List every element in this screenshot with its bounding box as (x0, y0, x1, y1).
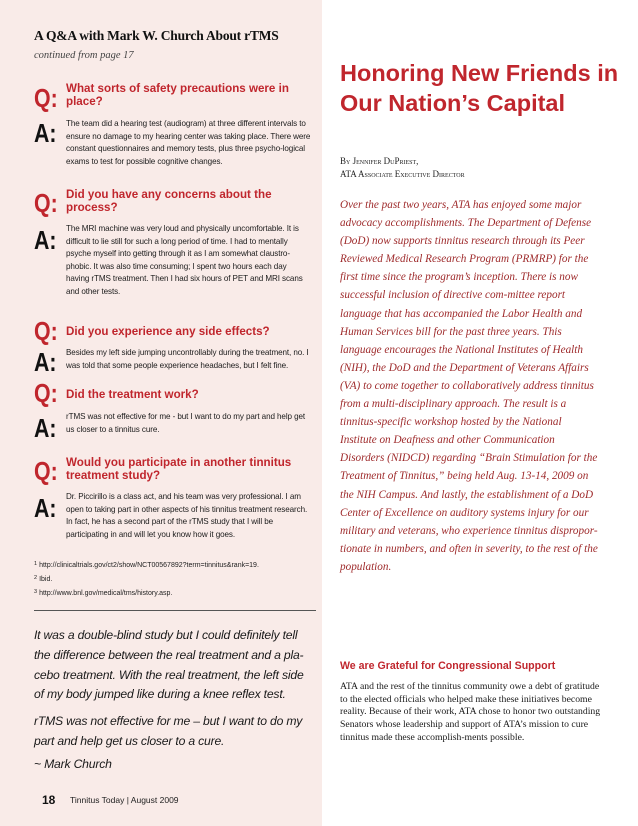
article-title: A Q&A with Mark W. Church About rTMS (34, 28, 279, 43)
answer-marker: A: (34, 118, 57, 148)
question-text: Would you participate in another tinnitus treatment study? (66, 456, 292, 482)
footnote (34, 572, 304, 586)
question-text: Did you experience any side effects? (66, 325, 270, 338)
answer-text: rTMS was not effective for me - but I want to do my part and help get us closer to a tinnitus cure. (66, 412, 306, 434)
pull-quote-attribution: ~ Mark Church (34, 757, 112, 771)
answer-marker: A: (34, 225, 57, 255)
answer-text: The team did a hearing test (audiogram) at three different intervals to ensure no damage to my hearing center was taking place. There were constant questionnaires and memory tests, plus three psycho-logical exams to test for possible cognitive changes. (66, 119, 311, 166)
byline (340, 155, 620, 181)
answer-marker: A: (34, 347, 57, 377)
pull-quote-paragraph: It was a double-blind study but I could definitely tell the difference between the real treatment and a pla-cebo treatment. With the real treatment, the left side of my body jumped like during a knee reflex test. (34, 628, 304, 702)
footnote-number: 1 (34, 561, 38, 567)
sidebar-headline: Honoring New Friends in Our Nation’s Capital (340, 60, 619, 116)
footnote-link[interactable]: http://www.bnl.gov/medical/tms/history.asp. (39, 590, 173, 597)
question-marker: Q: (34, 456, 58, 486)
pull-quote-paragraph: rTMS was not effective for me – but I want to do my part and help get us closer to a cure. (34, 714, 303, 748)
continued-note: continued from page 17 (34, 50, 134, 61)
question-marker: Q: (34, 316, 58, 346)
footnote-link[interactable]: http://clinicaltrials.gov/ct2/show/NCT00567892?term=tinnitus&rank=19. (39, 562, 259, 569)
section-subhead: We are Grateful for Congressional Support (340, 660, 556, 672)
body-paragraph: ATA and the rest of the tinnitus community owe a debt of gratitude to the elected officials who helped make these initiatives become reality. Because of their work, ATA chose to honor two outstanding Senators whose leadership and support of ATA’s mission to cure tinnitus made these accomplish-ments possible. (340, 681, 601, 743)
footnotes (34, 558, 304, 600)
footnote-number: 3 (34, 589, 38, 595)
section-divider (34, 610, 316, 611)
byline-role: ATA Associate Executive Director (340, 169, 465, 179)
byline-author: By Jennifer DuPriest, (340, 156, 419, 166)
footnote-number: 2 (34, 575, 38, 581)
footer-publication: Tinnitus Today | August 2009 (70, 795, 179, 805)
answer-text: Dr. Piccirillo is a class act, and his team was very professional. I am open to taking part in other aspects of his tinnitus treatment research. In fact, he has a second part of the rTMS study that I will be participating in and will let you know how it goes. (66, 492, 308, 539)
page-number: 18 (42, 793, 56, 807)
question-marker: Q: (34, 378, 58, 408)
answer-marker: A: (34, 413, 57, 443)
question-text: Did the treatment work? (66, 388, 199, 401)
question-text: Did you have any concerns about the process? (66, 188, 272, 214)
question-marker: Q: (34, 83, 58, 113)
answer-text: The MRI machine was very loud and physically uncomfortable. It is difficult to lie still for such a long period of time. I had to mentally psyche myself into getting through it as I am somewhat claustro-phobic. It was also time consuming; I spent two hours each day having rTMS treatment. Then I had six hours of PET and MRI scans and other tests. (66, 224, 303, 296)
footnote-text: Ibid. (39, 576, 53, 583)
question-marker: Q: (34, 188, 58, 218)
answer-marker: A: (34, 493, 57, 523)
footnote (34, 558, 304, 572)
lead-paragraph: Over the past two years, ATA has enjoyed some major advocacy accomplishments. The Department of Defense (DoD) now supports tinnitus research through its Peer Reviewed Medical Research Program (PRMRP) for the first time since the program’s inception. There is now successful inclusion of directive com-mittee report language that has accompanied the Labor Health and Human Services bill for the past three years. This language encourages the National Institutes of Health (NIH), the DoD and the Department of Veterans Affairs (VA) to come together to collaboratively address tinnitus from a multi-disciplinary approach. The result is a tinnitus-specific workshop hosted by the National Institute on Deafness and other Communication Disorders (NIDCD) regarding “Brain Stimulation for the Treatment of Tinnitus,” being held Aug. 13-14, 2009 on the NIH Campus. And lastly, the establishment of a DoD Center of Excellence on auditory systems injury for our military and veterans, who experience tinnitus dispropor-tionate in numbers, and often in severity, to the rest of the population. (340, 199, 598, 573)
answer-text: Besides my left side jumping uncontrollably during the treatment, no. I was told that some people experience headaches, but I felt fine. (66, 348, 309, 370)
footnote (34, 586, 304, 600)
question-text: What sorts of safety precautions were in place? (66, 82, 289, 108)
